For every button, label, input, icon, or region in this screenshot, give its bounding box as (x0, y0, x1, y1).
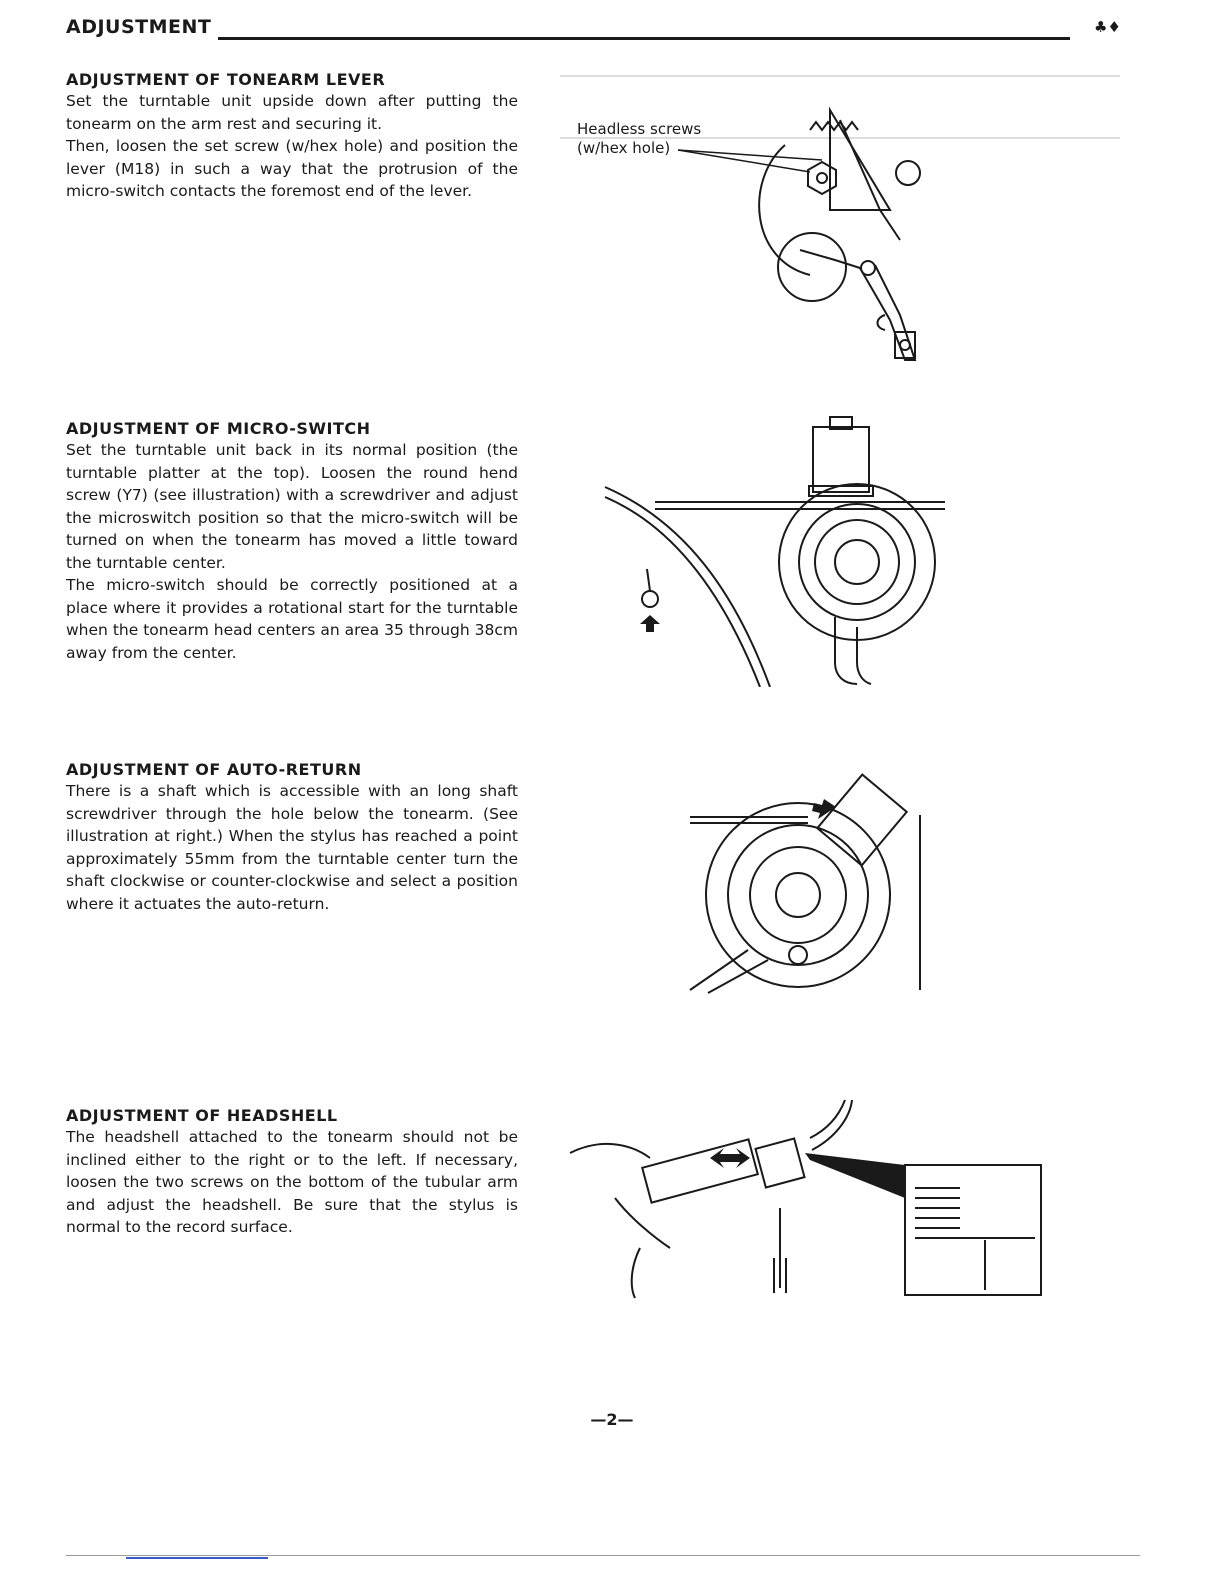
section-title-micro-switch: ADJUSTMENT OF MICRO-SWITCH (66, 419, 371, 438)
section-title-auto-return: ADJUSTMENT OF AUTO-RETURN (66, 760, 362, 779)
label-line-2: (w/hex hole) (577, 139, 671, 157)
paragraph: Set the turntable unit upside down after putting the tonearm on the arm rest and securing it. (66, 92, 518, 133)
paragraph: Then, loosen the set screw (w/hex hole) and position the lever (M18) in such a way that the protrusion of the micro-switch contacts the foremost end of the lever. (66, 137, 518, 200)
tonearm-lever-drawing (560, 60, 1120, 370)
section-title-tonearm-lever: ADJUSTMENT OF TONEARM LEVER (66, 70, 386, 89)
paragraph: The headshell attached to the tonearm should not be inclined either to the right or to the left. If necessary, loosen the two screws on the bottom of the tubular arm and adjust the headshell. Be sure that the stylus is normal to the record surface. (66, 1128, 518, 1236)
headshell-figure (560, 1098, 1050, 1303)
header-rule (218, 37, 1070, 40)
section-title-headshell: ADJUSTMENT OF HEADSHELL (66, 1106, 338, 1125)
headless-screws-label (577, 120, 701, 158)
auto-return-drawing (688, 765, 928, 995)
paragraph: The micro-switch should be correctly positioned at a place where it provides a rotational start for the turntable when the tonearm head centers an area 35 through 38cm away from the center. (66, 576, 518, 662)
page-header-title: ADJUSTMENT (66, 16, 212, 38)
paragraph: There is a shaft which is accessible with an long shaft screwdriver through the hole below the tonearm. (See illustration at right.) When the stylus has reached a point approximately 55mm from the turntable center turn the shaft clockwise or counter-clockwise and select a position where it actuates the auto-return. (66, 782, 518, 913)
section-body-headshell (66, 1126, 518, 1239)
micro-switch-drawing (595, 412, 955, 687)
footer-accent-rule (126, 1557, 268, 1559)
auto-return-figure (688, 765, 928, 995)
page-number: —2— (590, 1410, 634, 1429)
paragraph: Set the turntable unit back in its normal position (the turntable platter at the top). Loosen the round hend screw (Y7) (see illustration) with a screwdriver and adjust the microswitch position so that the micro-switch will be turned on when the tonearm has moved a little toward the turntable center. (66, 441, 518, 572)
section-body-tonearm-lever (66, 90, 518, 203)
tonearm-lever-figure (560, 60, 1120, 370)
section-body-micro-switch (66, 439, 518, 664)
micro-switch-figure (595, 412, 955, 687)
section-body-auto-return (66, 780, 518, 915)
headshell-drawing (560, 1098, 1050, 1303)
footer-rule (66, 1555, 1140, 1556)
brand-logo: ♣♦ (1094, 18, 1121, 36)
label-line-1: Headless screws (577, 120, 702, 138)
